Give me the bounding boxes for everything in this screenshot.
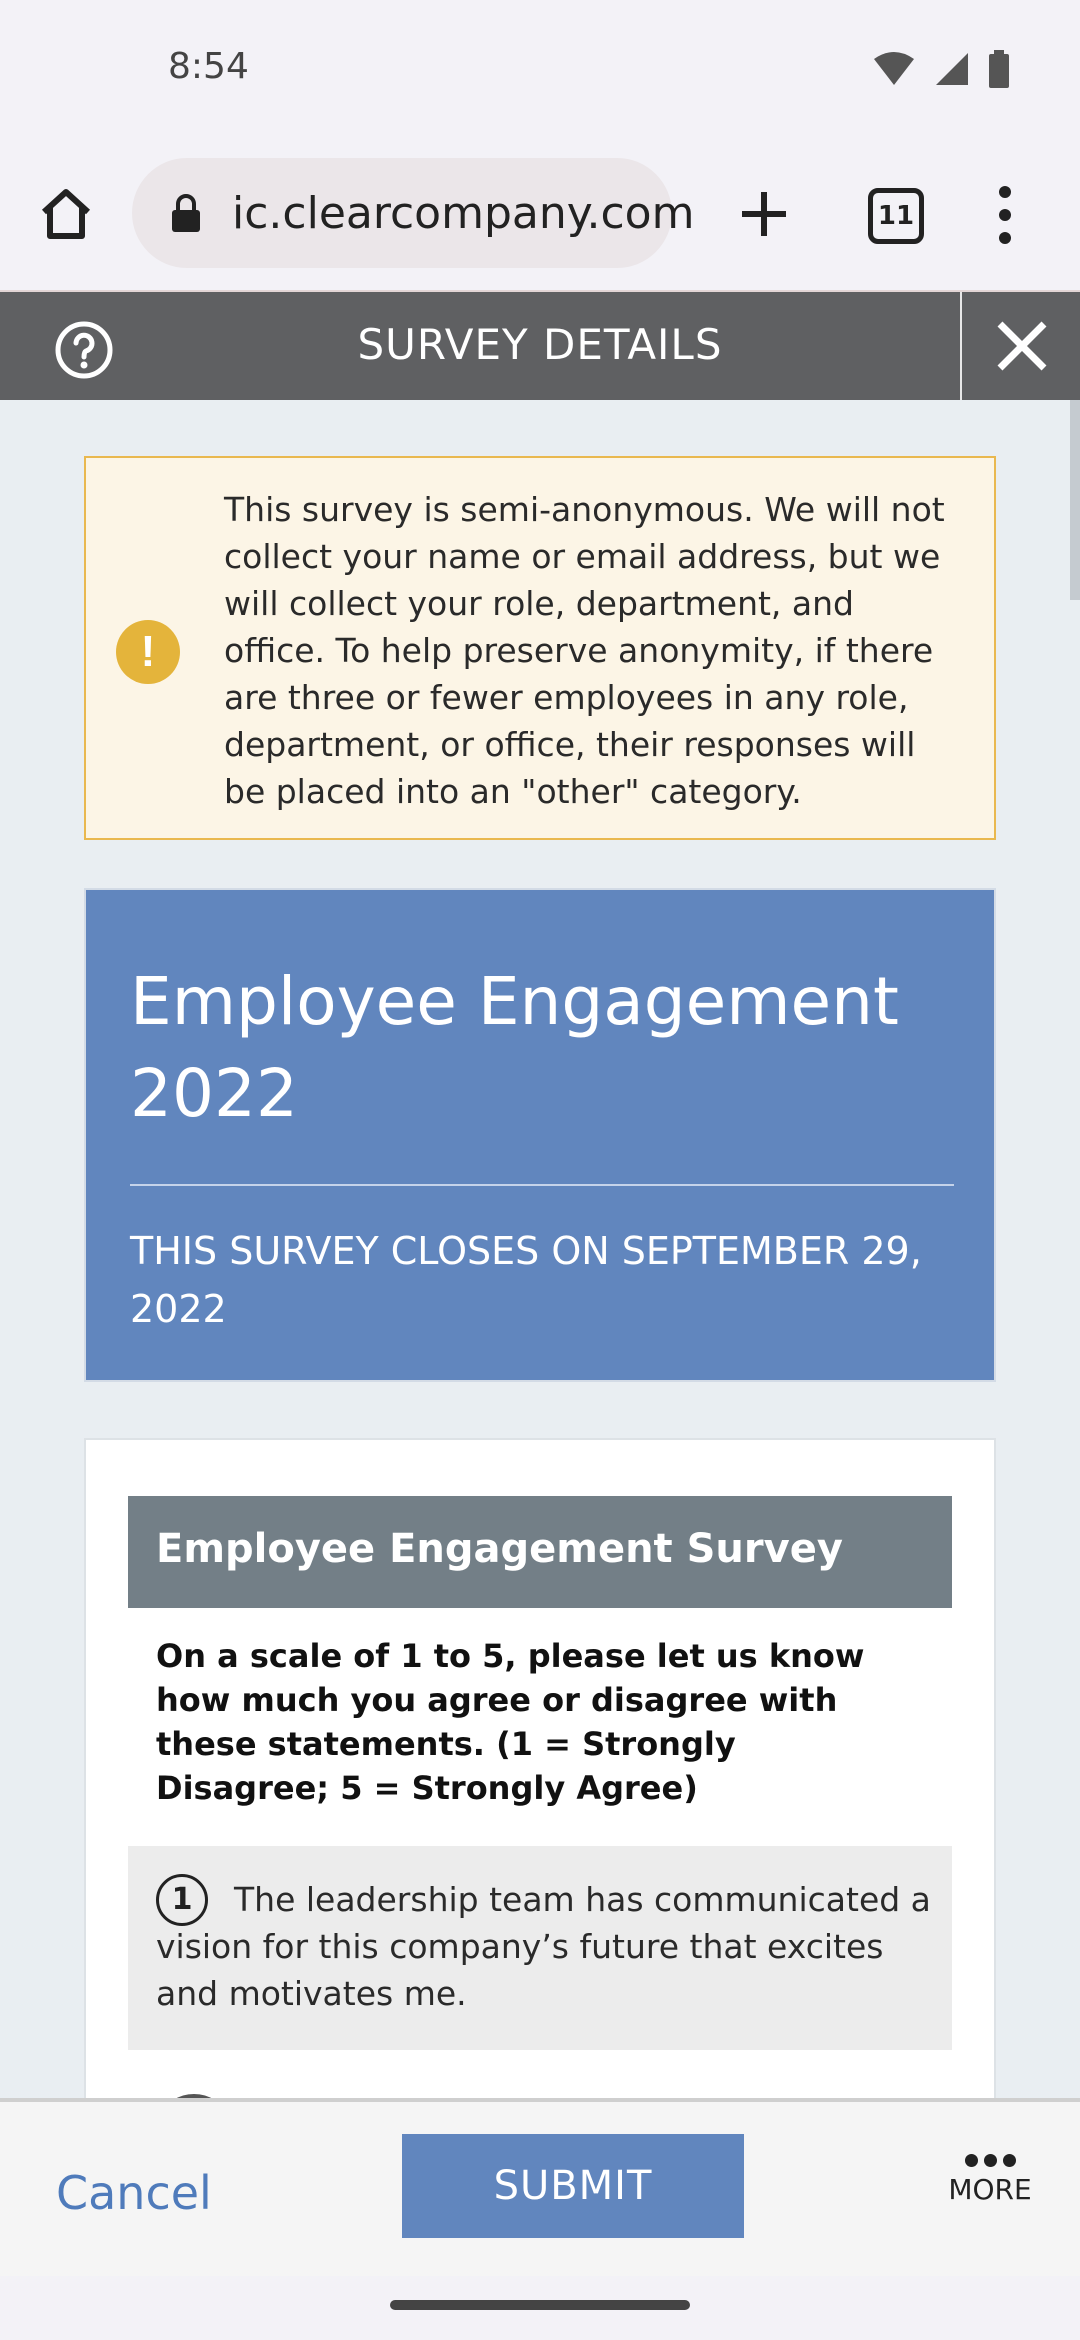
- survey-instructions: On a scale of 1 to 5, please let us know how much you agree or disagree with these statements. (1 = Strongly Disagree; 5 = Strongly Agree): [156, 1637, 865, 1807]
- status-icons: [872, 50, 1010, 88]
- new-tab-icon[interactable]: [734, 184, 794, 244]
- survey-title-card: [84, 888, 996, 1382]
- survey-form: [84, 1438, 996, 2100]
- signal-icon: [934, 51, 970, 87]
- submit-button[interactable]: SUBMIT: [402, 2134, 744, 2238]
- page-title: SURVEY DETAILS: [357, 320, 723, 369]
- status-time: 8:54: [168, 46, 249, 87]
- more-label: MORE: [948, 2173, 1032, 2206]
- section-header: [128, 1496, 952, 1608]
- wifi-icon: [872, 51, 916, 87]
- home-indicator[interactable]: [390, 2300, 690, 2310]
- close-icon: [994, 318, 1050, 374]
- status-bar: [0, 0, 1080, 140]
- more-icon: [942, 2154, 1038, 2167]
- cancel-button[interactable]: Cancel: [56, 2166, 212, 2220]
- browser-toolbar: [0, 140, 1080, 292]
- notice-text: This survey is semi-anonymous. We will not collect your name or email address, but we will collect your role, department, and office. To help preserve anonymity, if there are three or fewer employees in any role, department, or office, their responses will be placed into an "other" category.: [224, 490, 945, 811]
- home-icon[interactable]: [36, 184, 96, 244]
- survey-header: [0, 292, 1080, 400]
- survey-content[interactable]: [0, 400, 1080, 2100]
- anonymity-notice: [84, 456, 996, 840]
- survey-title: Employee Engagement 2022: [130, 963, 899, 1132]
- address-bar[interactable]: [132, 158, 695, 268]
- close-button[interactable]: [960, 292, 1080, 400]
- divider: [130, 1184, 954, 1186]
- question-item: [128, 1846, 952, 2050]
- more-button[interactable]: [942, 2154, 1038, 2234]
- url-text: ic.clearcompany.com: [232, 188, 695, 239]
- question-number: 1: [156, 1874, 208, 1926]
- action-bar: [0, 2098, 1080, 2280]
- section-title: Employee Engagement Survey: [156, 1526, 843, 1572]
- overflow-menu-icon[interactable]: [990, 180, 1020, 250]
- battery-icon: [988, 50, 1010, 88]
- system-nav-area: [0, 2276, 1080, 2340]
- question-text: The leadership team has communicated a vision for this company’s future that excites and motivates me.: [156, 1880, 931, 2013]
- scrollbar[interactable]: [1070, 400, 1080, 600]
- warning-icon: !: [116, 620, 180, 684]
- tab-switcher-button[interactable]: 11: [868, 188, 924, 244]
- lock-icon: [170, 194, 202, 232]
- survey-close-date: THIS SURVEY CLOSES ON SEPTEMBER 29, 2022: [130, 1229, 922, 1331]
